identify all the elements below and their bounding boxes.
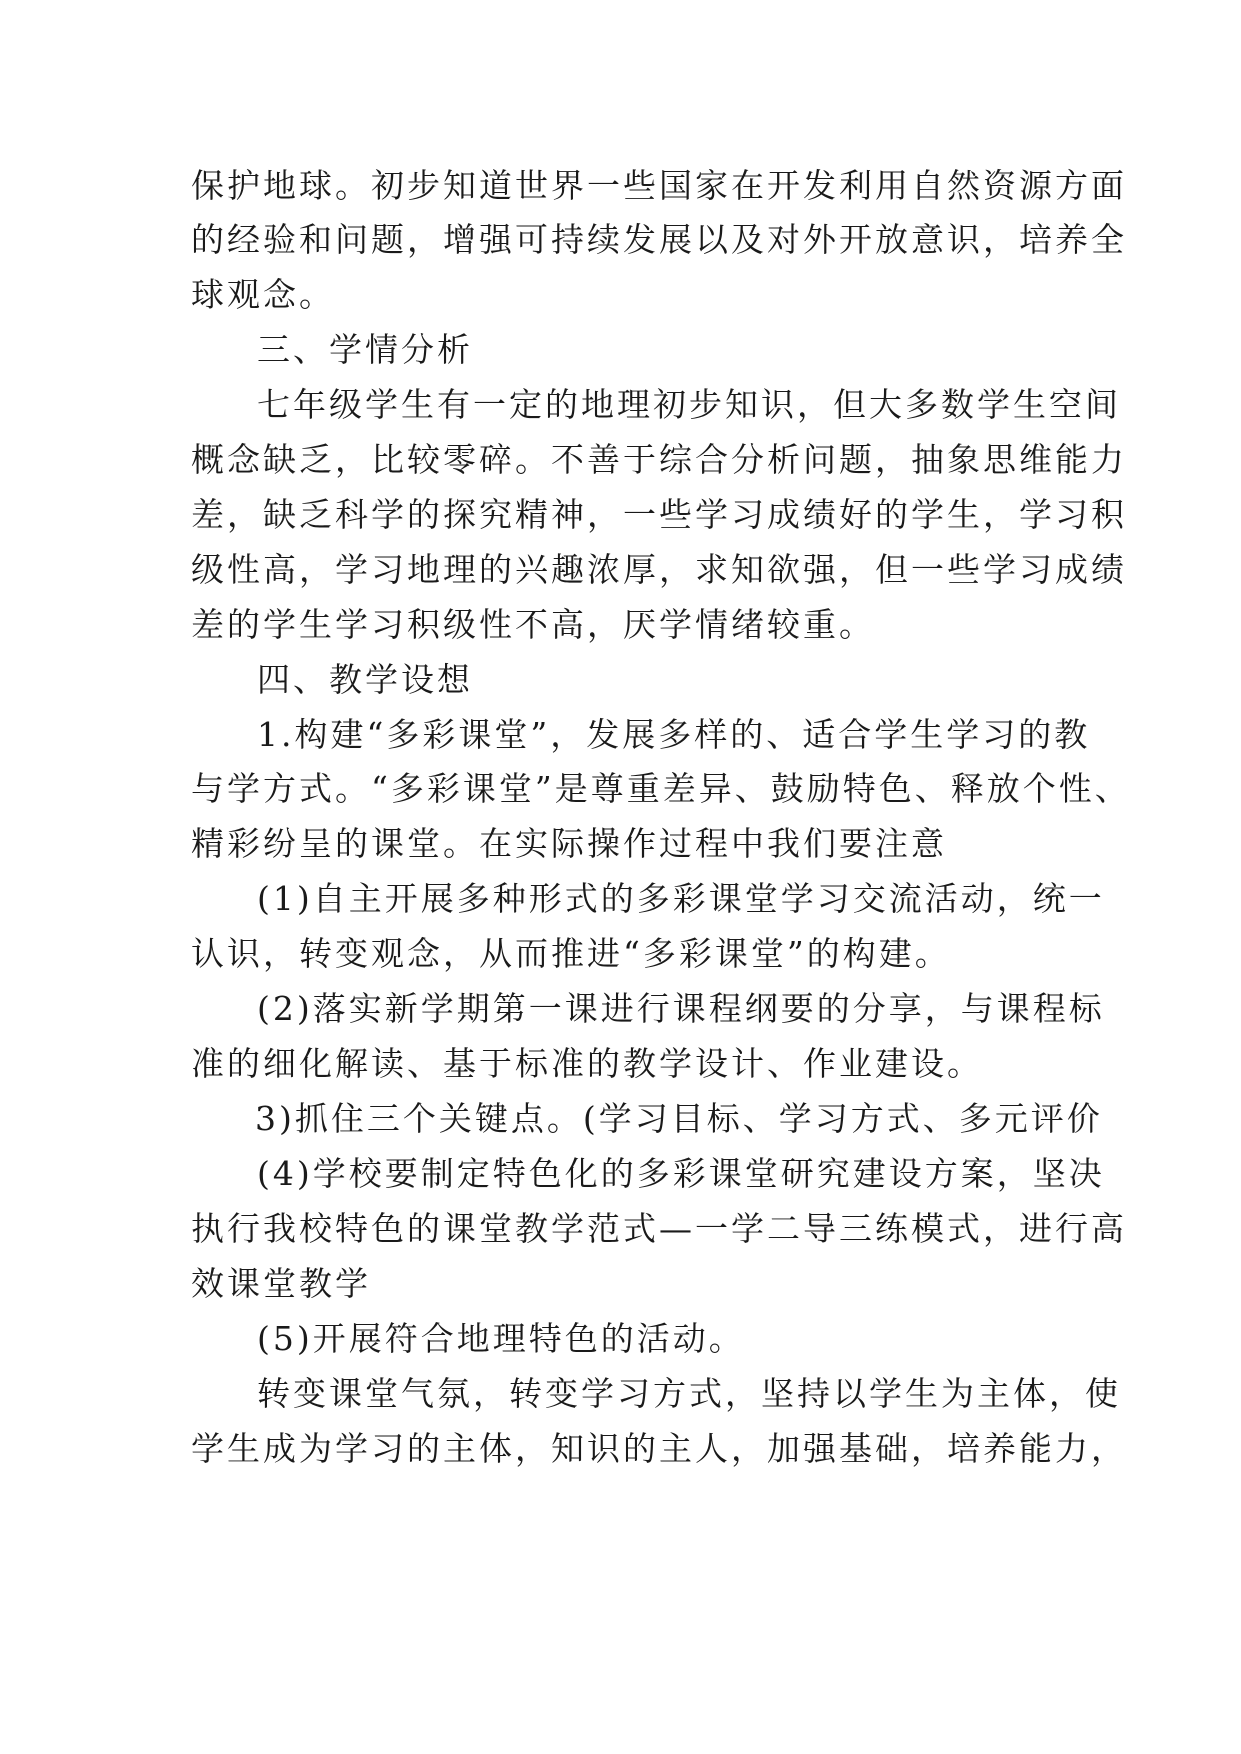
list-item: (2)落实新学期第一课进行课程纲要的分享，与课程标 [257, 989, 1105, 1028]
text-line: 差，缺乏科学的探究精神，一些学习成绩好的学生，学习积 [191, 495, 1127, 534]
text-line: 差的学生学习积级性不高，厌学情绪较重。 [191, 605, 875, 644]
list-item: (1)自主开展多种形式的多彩课堂学习交流活动，统一 [257, 879, 1105, 918]
text-line: 执行我校特色的课堂教学范式—一学二导三练模式，进行高 [191, 1209, 1127, 1248]
text-line: 的经验和问题，增强可持续发展以及对外开放意识，培养全 [191, 220, 1127, 259]
text-line: 学生成为学习的主体，知识的主人，加强基础，培养能力， [191, 1429, 1127, 1468]
list-item: (5)开展符合地理特色的活动。 [257, 1319, 745, 1358]
text-line: 认识，转变观念，从而推进“多彩课堂”的构建。 [191, 934, 951, 973]
list-item: (4)学校要制定特色化的多彩课堂研究建设方案，坚决 [257, 1154, 1105, 1193]
section-heading: 三、学情分析 [257, 330, 473, 369]
list-item: 3)抓住三个关键点。(学习目标、学习方式、多元评价 [255, 1099, 1103, 1138]
text-line: 保护地球。初步知道世界一些国家在开发利用自然资源方面 [191, 166, 1127, 205]
text-line: 1.构建“多彩课堂”，发展多样的、适合学生学习的教 [257, 715, 1091, 754]
section-heading: 四、教学设想 [257, 660, 473, 699]
text-line: 级性高，学习地理的兴趣浓厚，求知欲强，但一些学习成绩 [191, 550, 1127, 589]
text-line: 七年级学生有一定的地理初步知识，但大多数学生空间 [257, 385, 1121, 424]
text-line: 与学方式。“多彩课堂”是尊重差异、鼓励特色、释放个性、 [191, 769, 1131, 808]
text-line: 球观念。 [191, 275, 335, 314]
text-line: 效课堂教学 [191, 1264, 371, 1303]
text-line: 概念缺乏，比较零碎。不善于综合分析问题，抽象思维能力 [191, 440, 1127, 479]
text-line: 准的细化解读、基于标准的教学设计、作业建设。 [191, 1044, 983, 1083]
text-line: 精彩纷呈的课堂。在实际操作过程中我们要注意 [191, 824, 947, 863]
text-line: 转变课堂气氛，转变学习方式，坚持以学生为主体，使 [257, 1374, 1121, 1413]
